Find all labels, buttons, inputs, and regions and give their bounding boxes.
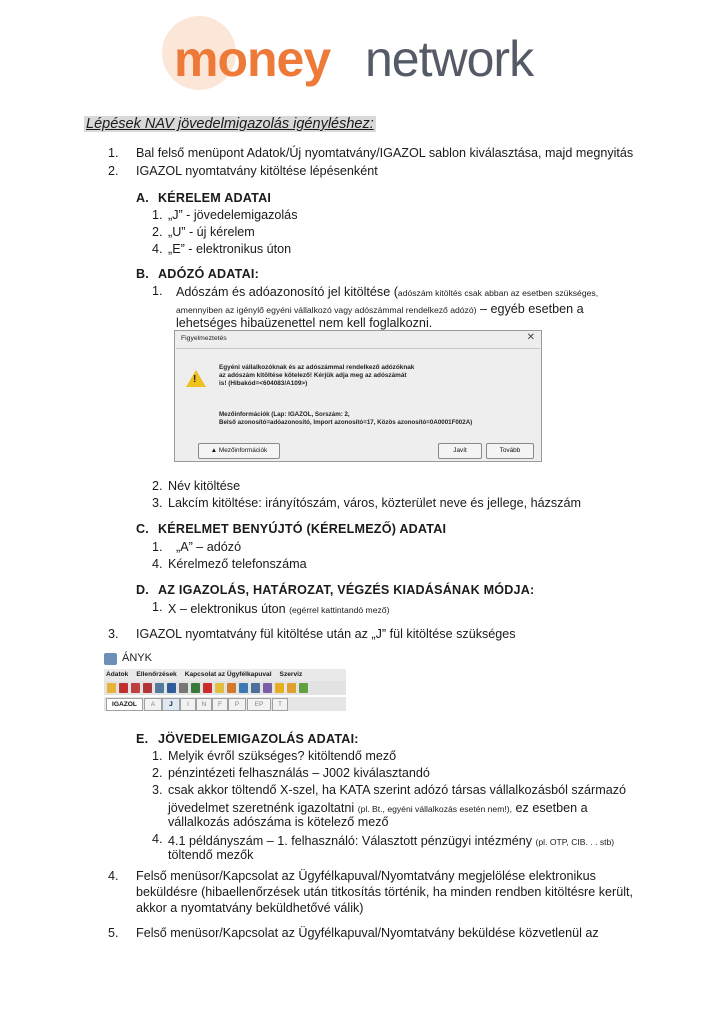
warning-exclamation-icon: ! (193, 374, 197, 385)
close-icon[interactable]: ✕ (526, 332, 535, 343)
anyk-tab-bar (104, 697, 346, 711)
section-label: D. (136, 583, 149, 597)
edit-icon[interactable] (215, 683, 224, 693)
list-item: Név kitöltése (168, 479, 241, 493)
save-all-icon[interactable] (143, 683, 152, 693)
sign-icon[interactable] (227, 683, 236, 693)
help-icon[interactable] (275, 683, 284, 693)
section-label: A. (136, 191, 149, 205)
section-label: E. (136, 732, 149, 746)
list-number: 1. (152, 749, 163, 763)
step-number: 2. (108, 164, 119, 178)
field-info-button[interactable]: ▲ Mezőinformációk (198, 443, 280, 459)
step-number: 5. (108, 926, 119, 940)
list-number: 4. (152, 832, 163, 846)
list-number: 3. (152, 783, 163, 797)
menu-item-ugyfelkapu[interactable]: Kapcsolat az Ügyfélkapuval (184, 671, 272, 678)
list-item-text: X – elektronikus úton (168, 602, 290, 616)
list-item-text: Adószám és adóazonosító jel kitöltése ( (176, 285, 398, 299)
anyk-title: ÁNYK (122, 652, 152, 664)
list-item: „A” – adózó (176, 540, 242, 554)
dialog-message-line: Egyéni vállalkozóknak és az adószámmal rendelkező adózóknak (219, 364, 415, 371)
logo-network-text: network (365, 31, 534, 87)
step-number: 1. (108, 146, 119, 160)
menu-item-szerviz[interactable]: Szerviz (279, 671, 303, 678)
list-item-text: 4.1 példányszám – 1. felhasználó: Választott pénzügyi intézmény (168, 834, 536, 848)
list-item: Melyik évről szükséges? kitöltendő mező (168, 749, 397, 763)
cert-icon[interactable] (251, 683, 260, 693)
list-item-text: lehetséges hibaüzenettel nem kell foglalkozni. (176, 316, 433, 330)
fix-button[interactable]: Javít (438, 443, 482, 459)
step-text: Felső menüsor/Kapcsolat az Ügyfélkapuval/Nyomtatvány megjelölése elektronikus (136, 869, 596, 883)
import-icon[interactable] (155, 683, 164, 693)
check-icon[interactable] (191, 683, 200, 693)
list-item: pénzintézeti felhasználás – J002 kiválasztandó (168, 766, 430, 780)
delete-icon[interactable] (203, 683, 212, 693)
save-as-icon[interactable] (131, 683, 140, 693)
list-number: 1. (152, 284, 163, 298)
section-title: AZ IGAZOLÁS, HATÁROZAT, VÉGZÉS KIADÁSÁNAK MÓDJA: (158, 583, 535, 597)
list-number: 1. (152, 600, 163, 614)
exit-icon[interactable] (287, 683, 296, 693)
step-number: 3. (108, 627, 119, 641)
send-icon[interactable] (239, 683, 248, 693)
tab-igazol[interactable]: IGAZOL (106, 698, 143, 711)
anyk-app-icon (104, 653, 117, 665)
print-icon[interactable] (179, 683, 188, 693)
list-number: 2. (152, 225, 163, 239)
list-number: 1. (152, 208, 163, 222)
tab-i[interactable]: I (180, 698, 196, 711)
menu-item-ellenorzesek[interactable]: Ellenőrzések (136, 671, 177, 678)
step-text: IGAZOL nyomtatvány kitöltése lépésenként (136, 164, 378, 178)
list-item-note: (pl. Bt., egyéni vállalkozás esetén nem!), (357, 804, 513, 814)
dialog-message-line: is! (Hibakód=<604083/A109>) (219, 380, 308, 388)
section-title: KÉRELEM ADATAI (158, 191, 272, 205)
section-label: B. (136, 267, 149, 281)
step-text: IGAZOL nyomtatvány fül kitöltése után az „J” fül kitöltése szükséges (136, 627, 516, 641)
dialog-body (176, 348, 540, 460)
page-heading: Lépések NAV jövedelmigazolás igényléshez: (86, 116, 374, 132)
step-text: beküldésre (hibaellenőrzések után titkosítás történik, ha minden rendben kitöltésre került, (136, 885, 634, 899)
list-number: 4. (152, 557, 163, 571)
warning-dialog (174, 330, 542, 462)
list-item-text: – egyéb esetben a (476, 302, 584, 316)
menu-item-adatok[interactable]: Adatok (106, 671, 129, 678)
list-item-line (176, 283, 598, 301)
tab-t[interactable]: T (272, 698, 288, 711)
list-item-text: vállalkozás adószáma is kötelező mező (168, 815, 389, 829)
list-item-note: amennyiben az igénylő egyéni vállalkozó vagy adószámmal rendelkező adózó) (176, 305, 477, 315)
list-number: 2. (152, 766, 163, 780)
anyk-toolbar (104, 681, 346, 695)
dialog-info-line: Mezőinformációk (Lap: IGAZOL, Sorszám: 2, (219, 411, 350, 418)
list-item-note: (egérrel kattintandó mező) (289, 605, 390, 615)
list-number: 1. (152, 540, 163, 554)
list-number: 3. (152, 496, 163, 510)
list-item: Lakcím kitöltése: irányítószám, város, közterület neve és jellege, házszám (168, 496, 581, 510)
list-number: 4. (152, 242, 163, 256)
step-text: Felső menüsor/Kapcsolat az Ügyfélkapuval/Nyomtatvány beküldése közvetlenül az (136, 926, 599, 940)
list-item-note: (pl. OTP, CIB. . . stb) (535, 837, 615, 847)
tab-ep[interactable]: EP (247, 698, 271, 711)
dialog-field-info (219, 411, 472, 427)
list-number: 2. (152, 479, 163, 493)
list-item: Kérelmező telefonszáma (168, 557, 307, 571)
list-item-text: csak akkor töltendő X-szel, ha KATA szerint adózó társas vállalkozásból származó (168, 783, 627, 797)
list-item: „E” - elektronikus úton (168, 242, 292, 256)
tab-a[interactable]: A (144, 698, 162, 711)
step-number: 4. (108, 869, 119, 883)
section-title: ADÓZÓ ADATAI: (158, 267, 259, 281)
tab-p[interactable]: P (228, 698, 246, 711)
logo-money-text: money (174, 31, 331, 87)
tab-j[interactable]: J (162, 698, 180, 711)
list-item-text: töltendő mezők (168, 848, 254, 862)
dialog-title: Figyelmeztetés (181, 335, 227, 342)
list-item: „J” - jövedelemigazolás (168, 208, 298, 222)
step-text: akkor a nyomtatvány beküldhetővé válik) (136, 901, 364, 915)
section-title: KÉRELMET BENYÚJTÓ (KÉRELMEZŐ) ADATAI (158, 522, 447, 536)
step-text: Bal felső menüpont Adatok/Új nyomtatvány/IGAZOL sablon kiválasztása, majd megnyitás (136, 146, 634, 160)
open-icon[interactable] (107, 683, 116, 693)
list-item: „U” - új kérelem (168, 225, 255, 239)
next-button[interactable]: Tovább (486, 443, 534, 459)
find-icon[interactable] (263, 683, 272, 693)
save-icon[interactable] (119, 683, 128, 693)
list-item-line (168, 600, 389, 618)
moneynetwork-logo (160, 14, 570, 98)
dialog-info-line: Belső azonosító=adóazonosító, Import azonosító=17, Közös azonosító=0A0001F002A) (219, 419, 473, 427)
list-item-note: adószám kitöltés csak abban az esetben szükséges, (397, 288, 599, 298)
section-title: JÖVEDELEMIGAZOLÁS ADATAI: (158, 732, 359, 746)
list-item-text: ez esetben a (512, 801, 588, 815)
anyk-window-strip (104, 652, 346, 714)
list-item-text: jövedelmet szeretnénk igazoltatni (168, 801, 358, 815)
next-icon[interactable] (299, 683, 308, 693)
dialog-message (219, 364, 414, 389)
tab-n[interactable]: N (196, 698, 212, 711)
anyk-menu-bar (104, 669, 346, 681)
dialog-message-line: az adószám kitöltése kötelező! Kérjük adja meg az adószámát (219, 372, 407, 380)
tab-f[interactable]: F (212, 698, 228, 711)
info-icon[interactable] (167, 683, 176, 693)
section-label: C. (136, 522, 149, 536)
